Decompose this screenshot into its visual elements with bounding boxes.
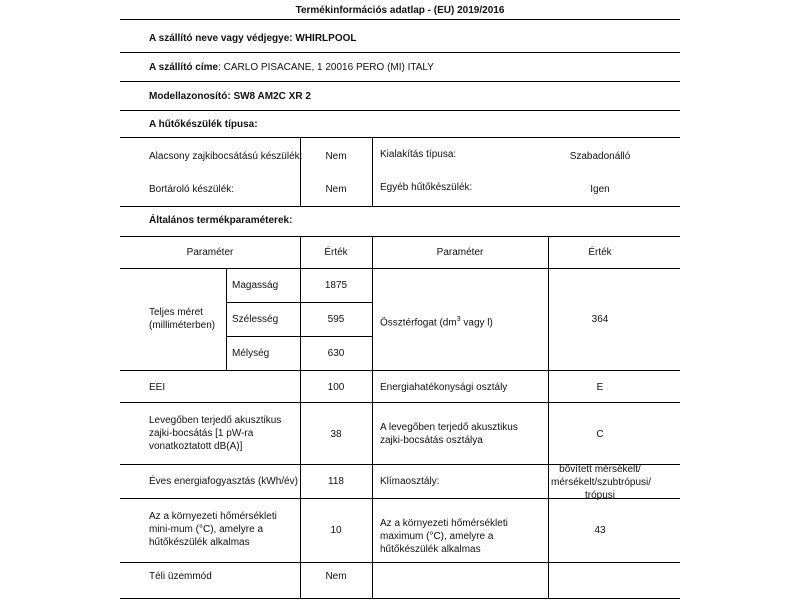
divider bbox=[120, 137, 680, 138]
divider bbox=[120, 19, 680, 20]
climate-class-label: Klímaosztály: bbox=[380, 476, 440, 487]
page-title: Termékinformációs adatlap - (EU) 2019/2016 bbox=[295, 5, 505, 16]
dimension-height-value: 1875 bbox=[324, 280, 348, 291]
model-row bbox=[149, 90, 311, 103]
type-value-4: Igen bbox=[590, 184, 610, 195]
address-value: : CARLO PISACANE, 1 20016 PERO (MI) ITALY bbox=[218, 62, 434, 73]
type-value-1: Nem bbox=[325, 151, 347, 162]
eei-label: EEI bbox=[149, 382, 166, 393]
address-row bbox=[149, 61, 434, 74]
volume-label: Össztérfogat ($dm^3$ vagy l) bbox=[380, 316, 493, 329]
type-label-3: Bortároló készülék: bbox=[149, 184, 235, 195]
divider bbox=[120, 598, 680, 599]
energy-class-value: E bbox=[596, 382, 604, 393]
annual-energy-value: 118 bbox=[328, 476, 344, 487]
divider bbox=[120, 110, 680, 111]
type-label-4: Egyéb hűtőkészülék: bbox=[380, 182, 473, 193]
winter-mode-value: Nem bbox=[325, 571, 347, 582]
type-value-3: Nem bbox=[325, 184, 347, 195]
type-value-2: Szabadonálló bbox=[569, 151, 631, 162]
dimension-depth-label: Mélység bbox=[232, 348, 270, 359]
divider bbox=[372, 236, 373, 598]
noise-emission-value: 38 bbox=[330, 429, 342, 440]
supplier-value: WHIRLPOOL bbox=[295, 33, 357, 44]
divider bbox=[120, 236, 680, 237]
max-temp-label: Az a környezeti hőmérsékleti maximum (°C), amelyre a hűtőkészülék alkalmas bbox=[380, 518, 508, 555]
col-header-value-2: Érték bbox=[588, 247, 612, 258]
max-temp-value: 43 bbox=[594, 525, 606, 536]
col-header-param-2: Paraméter bbox=[436, 247, 484, 258]
dimensions-label: Teljes méret (milliméterben) bbox=[149, 307, 216, 331]
eei-value: 100 bbox=[327, 382, 345, 393]
divider bbox=[120, 268, 680, 269]
divider bbox=[120, 562, 680, 563]
divider bbox=[226, 336, 372, 337]
type-label-2: Kialakítás típusa: bbox=[380, 149, 457, 160]
general-params-header: Általános termékparaméterek: bbox=[149, 215, 293, 226]
dimension-width-value: 595 bbox=[327, 314, 345, 325]
supplier-label: A szállító neve vagy védjegye: bbox=[149, 33, 293, 44]
divider bbox=[120, 370, 680, 371]
divider bbox=[120, 206, 680, 207]
noise-class-value: C bbox=[596, 429, 604, 440]
divider bbox=[120, 402, 680, 403]
col-header-param: Paraméter bbox=[186, 247, 234, 258]
volume-value: 364 bbox=[591, 314, 609, 325]
divider bbox=[226, 268, 227, 370]
appliance-type-header: A hűtőkészülék típusa: bbox=[149, 119, 258, 130]
dimension-width-label: Szélesség bbox=[232, 314, 279, 325]
model-value: SW8 AM2C XR 2 bbox=[233, 91, 311, 102]
divider bbox=[120, 52, 680, 53]
dimension-depth-value: 630 bbox=[327, 348, 345, 359]
divider bbox=[548, 236, 549, 598]
climate-class-value: bővített mérsékelt/ mérsékelt/szubtrópusi/ trópusi bbox=[551, 464, 652, 501]
energy-class-label: Energiahatékonysági osztály bbox=[380, 382, 508, 393]
min-temp-label: Az a környezeti hőmérsékleti mini-mum (°C), amelyre a hűtőkészülék alkalmas bbox=[149, 511, 277, 548]
dimension-height-label: Magasság bbox=[232, 280, 279, 291]
supplier-row bbox=[149, 32, 356, 45]
model-label: Modellazonosító: bbox=[149, 91, 231, 102]
divider bbox=[120, 81, 680, 82]
min-temp-value: 10 bbox=[330, 525, 342, 536]
divider bbox=[372, 137, 373, 206]
annual-energy-label: Éves energiafogyasztás (kWh/év) bbox=[149, 476, 298, 487]
divider bbox=[226, 302, 372, 303]
col-header-value: Érték bbox=[324, 247, 348, 258]
type-label-1: Alacsony zajkibocsátású készülék: bbox=[149, 151, 303, 162]
winter-mode-label: Téli üzemmód bbox=[149, 571, 212, 582]
noise-emission-label: Levegőben terjedő akusztikus zajki-bocsátás [1 pW-ra vonatkoztatott dB(A)] bbox=[149, 415, 282, 452]
noise-class-label: A levegőben terjedő akusztikus zajki-bocsátás osztálya bbox=[380, 422, 518, 446]
address-label: A szállító címe bbox=[149, 62, 219, 73]
